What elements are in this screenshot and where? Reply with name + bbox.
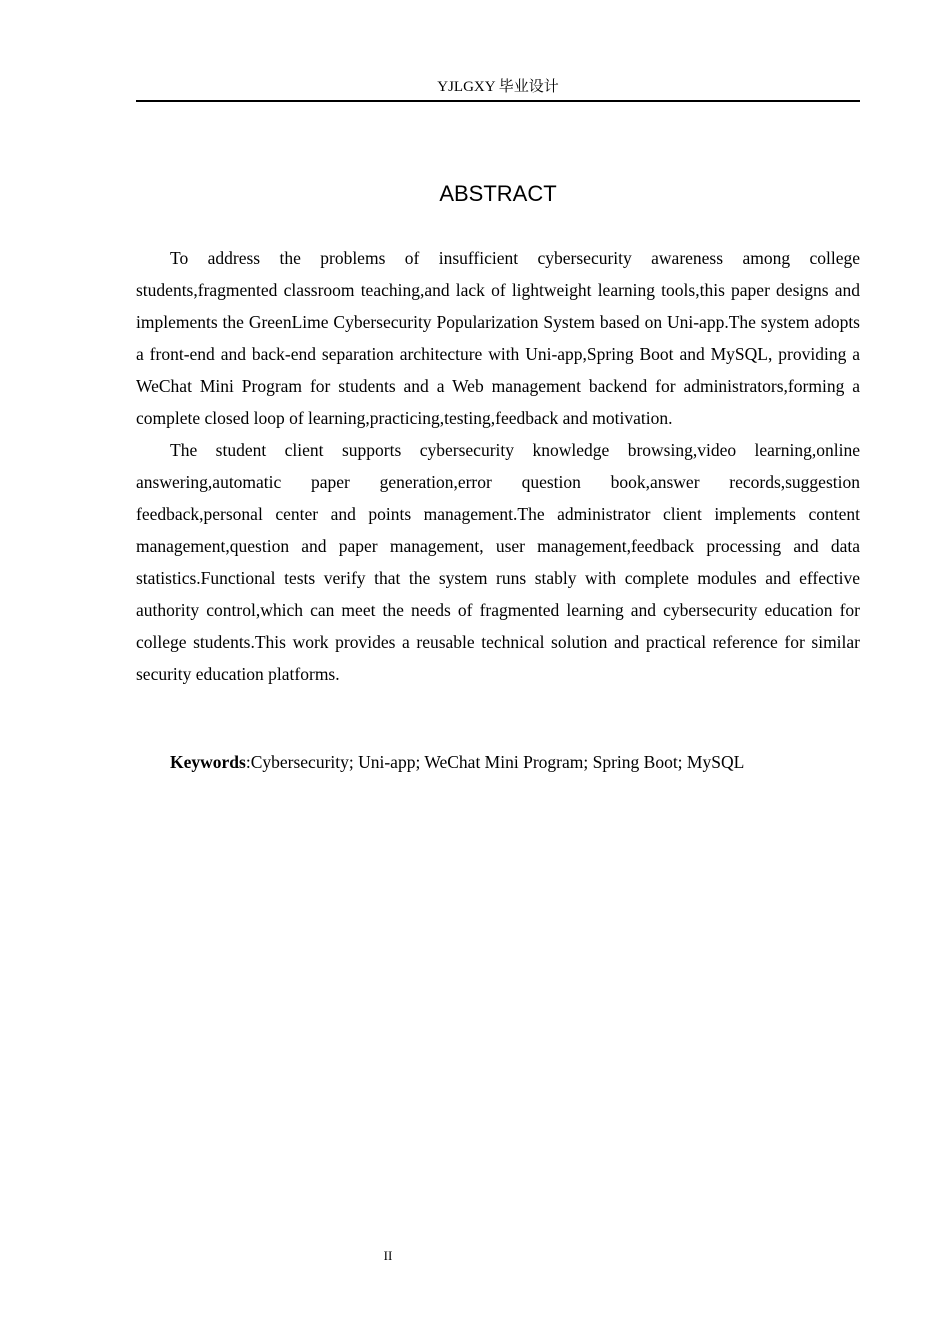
keywords-separator: : (245, 752, 251, 772)
abstract-paragraph-1: To address the problems of insufficient cybersecurity awareness among college students,fragmented classroom teaching,and lack of lightweight learning tools,this paper designs and implements the GreenLime Cybersecurity Popularization System based on Uni-app.The system adopts a front-end and back-end separation architecture with Uni-app,Spring Boot and MySQL, providing a WeChat Mini Program for students and a Web management backend for administrators,forming a complete closed loop of learning,practicing,testing,feedback and motivation. (136, 248, 860, 428)
abstract-body (136, 242, 860, 690)
keywords-value: Cybersecurity; Uni-app; WeChat Mini Program; Spring Boot; MySQL (250, 752, 745, 772)
running-header: YJLGXY 毕业设计 (437, 79, 559, 95)
keywords-line (136, 746, 860, 778)
abstract-paragraph-2: The student client supports cybersecurity knowledge browsing,video learning,online answering,automatic paper generation,error question book,answer records,suggestion feedback,personal center and points management.The administrator client implements content management,question and paper management, user management,feedback processing and data statistics.Functional tests verify that the system runs stably with complete modules and effective authority control,which can meet the needs of fragmented learning and cybersecurity education for college students.This work provides a reusable technical solution and practical reference for similar security education platforms. (136, 440, 860, 684)
header-rule (136, 100, 860, 102)
keywords-label: Keywords (170, 752, 246, 772)
page-title: ABSTRACT (439, 181, 557, 206)
page-number: II (383, 1248, 393, 1263)
